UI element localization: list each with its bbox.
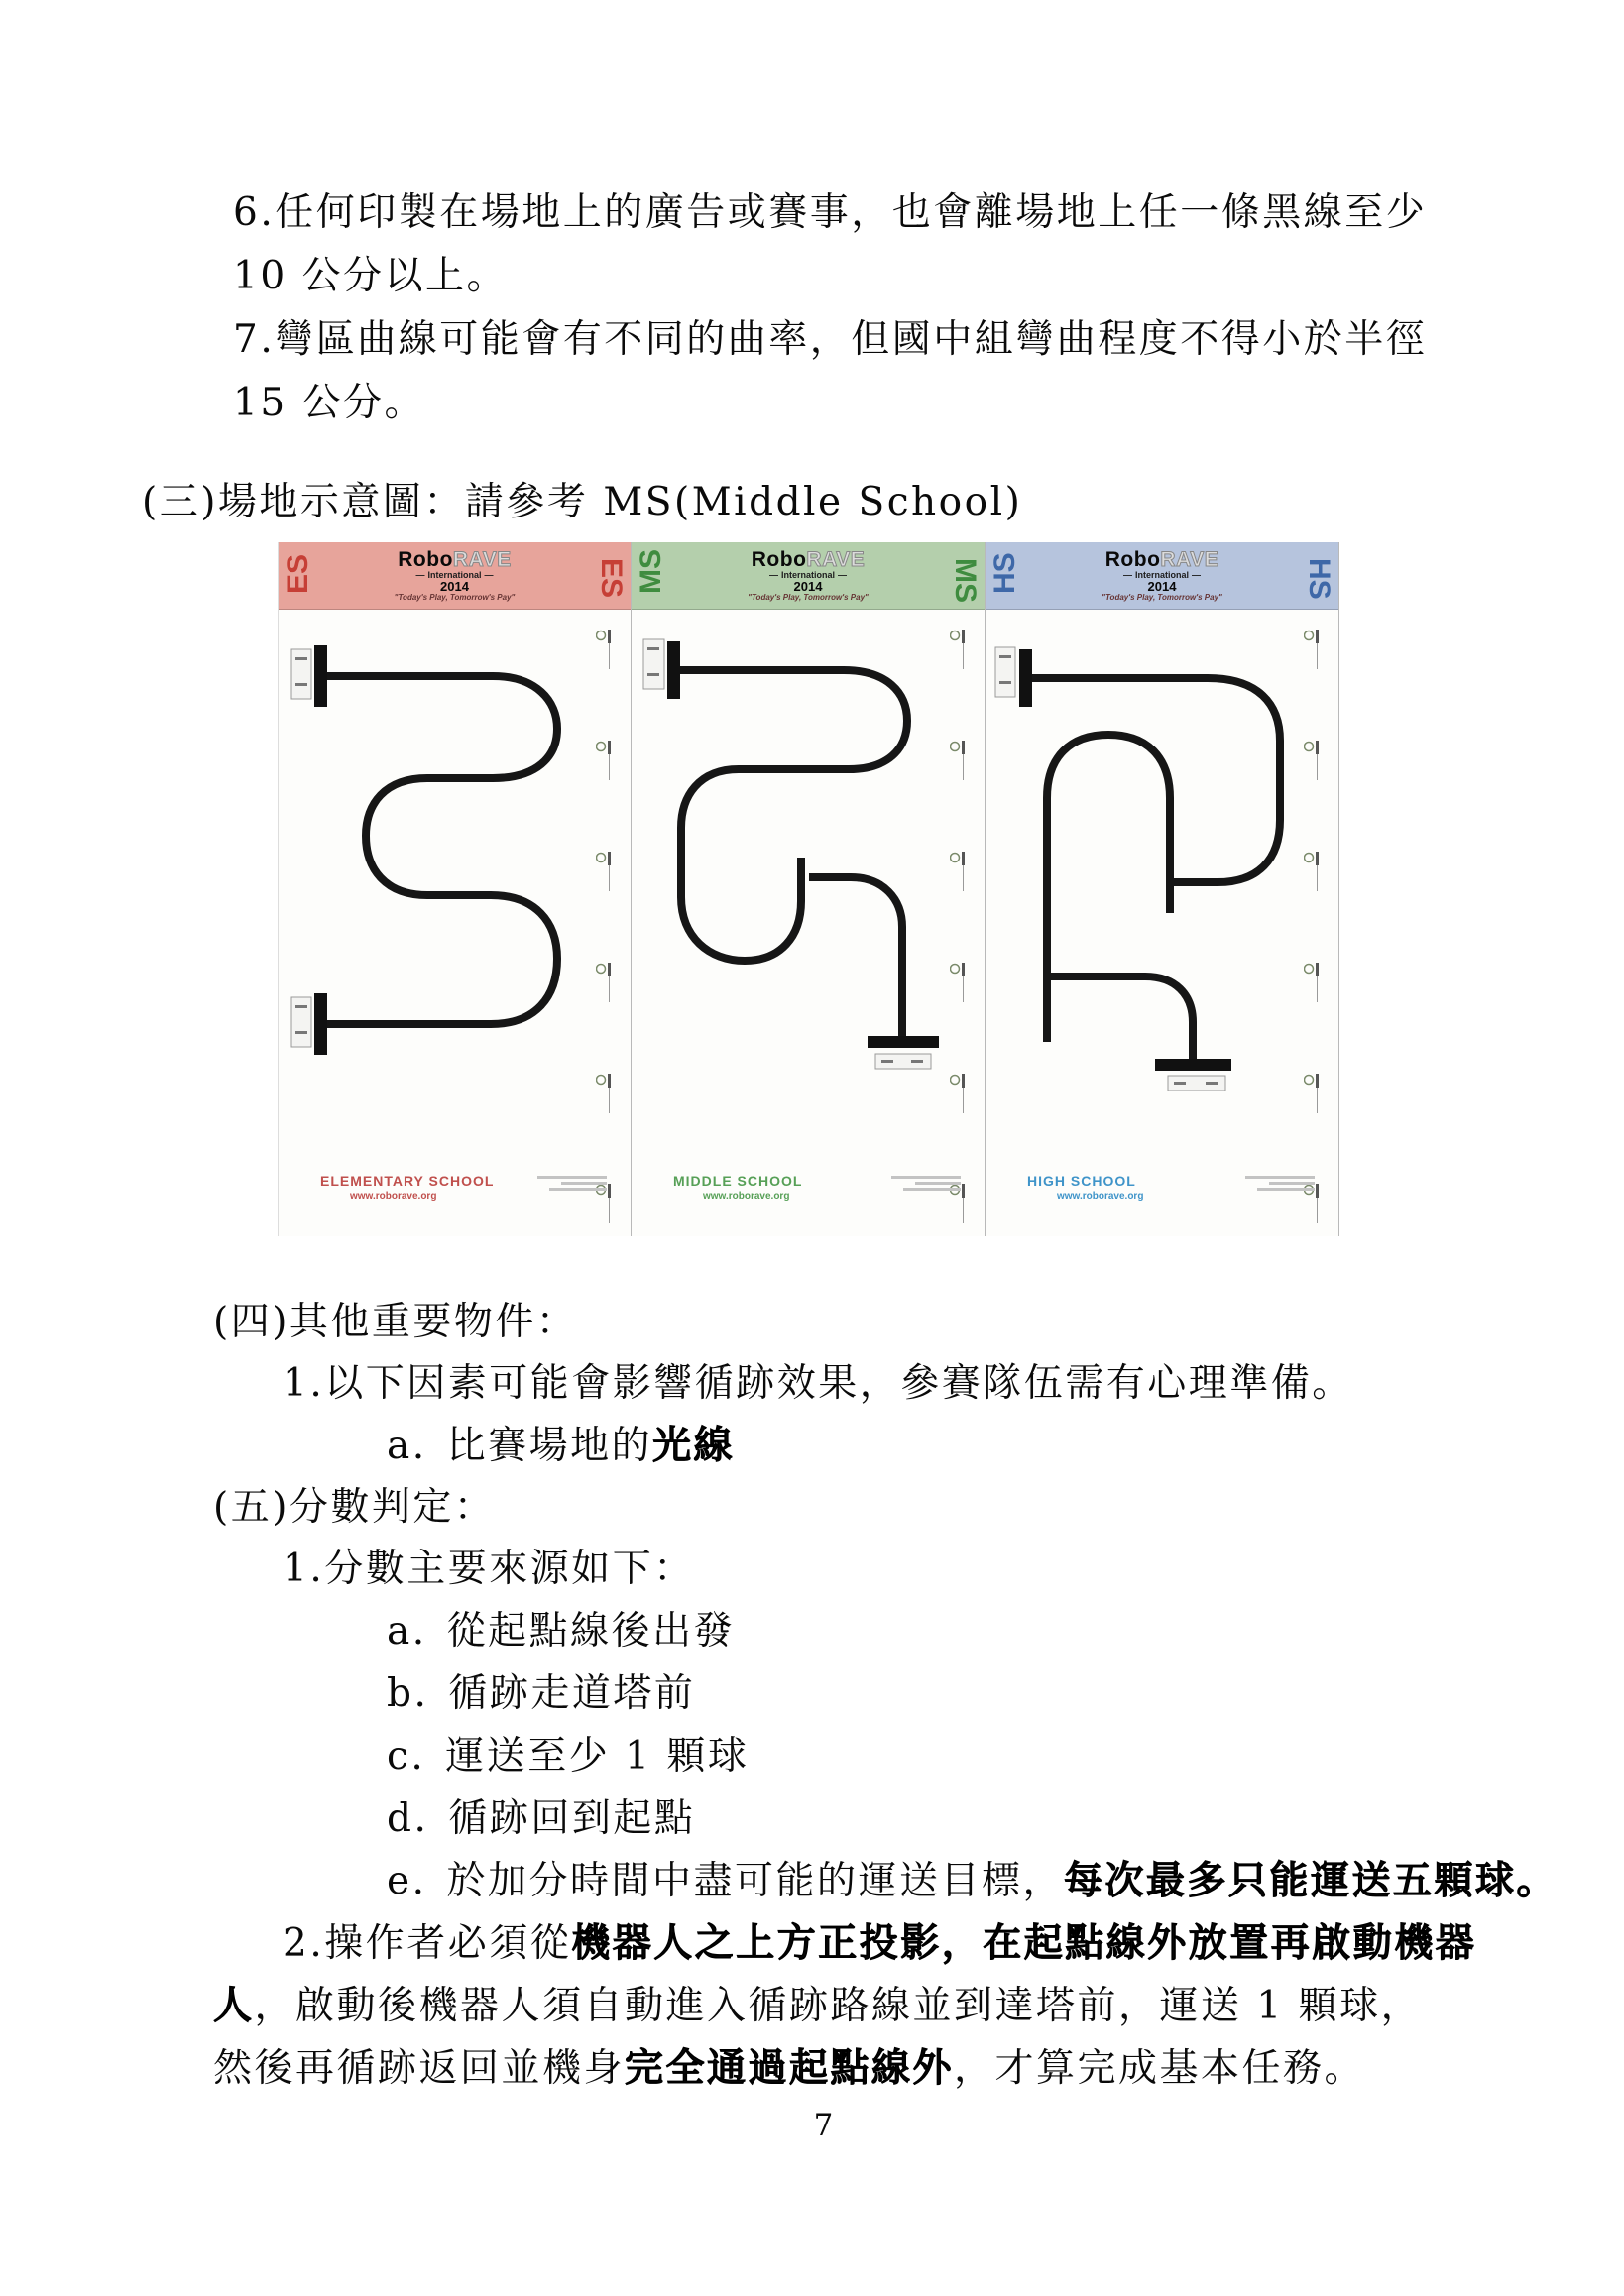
end-line-bar <box>1155 1059 1231 1071</box>
sub-marker: a. <box>387 1424 427 1468</box>
ms-side-label-right: MS <box>949 557 982 603</box>
track-path <box>1032 678 1280 882</box>
registration-mark-icon <box>596 1072 613 1115</box>
sub-text: 於加分時間中盡可能的運送目標， <box>446 1859 1064 1903</box>
roborave-logo <box>316 549 593 603</box>
hs-school-label: HIGH SCHOOL <box>1027 1173 1136 1189</box>
ms-footer <box>632 1157 985 1236</box>
registration-mark-icon <box>596 739 613 782</box>
track-path <box>1047 976 1193 1059</box>
hs-side-label-right: HS <box>1303 557 1335 600</box>
es-side-label-right: ES <box>595 557 628 598</box>
sub-text: 運送至少 1 顆球 <box>445 1734 750 1779</box>
logo-wordmark <box>1023 549 1301 571</box>
end-line-bar <box>314 993 327 1055</box>
hs-footer <box>986 1157 1338 1236</box>
sub-text: 循跡走道塔前 <box>448 1671 696 1716</box>
track-path <box>680 670 907 961</box>
label-tick <box>295 1005 307 1008</box>
item2-text: ，才算完成基本任務。 <box>954 2046 1366 2091</box>
scoring-sub-c <box>387 1725 1505 1787</box>
label-tick <box>647 673 659 676</box>
logo-rave: RAVE <box>1160 547 1219 571</box>
hs-school-url: www.roborave.org <box>1057 1191 1144 1202</box>
section-5-heading: (五)分數判定： <box>213 1485 496 1530</box>
rule-7-line-2: 15 公分。 <box>233 381 426 425</box>
registration-mark-icon <box>950 739 967 782</box>
fine-print <box>1243 1173 1315 1191</box>
registration-mark-icon <box>950 961 967 1004</box>
logo-tagline: "Today's Play, Tomorrow's Pay" <box>748 592 869 602</box>
logo-year: 2014 <box>1147 579 1177 595</box>
registration-mark-icon <box>1304 628 1321 671</box>
label-tick <box>1206 1082 1218 1085</box>
ms-banner <box>632 542 985 610</box>
logo-robo: Robo <box>751 547 807 571</box>
logo-rave: RAVE <box>452 547 512 571</box>
sub-marker: b. <box>387 1671 429 1716</box>
es-track-diagram <box>279 610 633 1157</box>
scoring-sub-a <box>387 1600 1505 1663</box>
ms-school-label: MIDDLE SCHOOL <box>673 1173 803 1189</box>
logo-wordmark <box>316 549 593 571</box>
sub-marker: c. <box>387 1734 426 1779</box>
logo-international: — International — <box>316 571 593 580</box>
logo-international: — International — <box>669 571 947 580</box>
start-line-bar <box>1019 649 1032 707</box>
scoring-sub-b <box>387 1663 1505 1725</box>
item2-text-bold: 機器人之上方正投影，在起點線外放置再啟動機器 <box>571 1920 1477 1966</box>
es-footer <box>279 1157 631 1236</box>
registration-mark-icon <box>596 628 613 671</box>
registration-mark-icon <box>1304 961 1321 1004</box>
section-3-heading: (三)場地示意圖：請參考 MS(Middle School) <box>142 480 1023 524</box>
page-number: 7 <box>813 2108 834 2143</box>
roborave-logo <box>1023 549 1301 603</box>
sub-text-bold: 每次最多只能運送五顆球。 <box>1064 1858 1559 1903</box>
section-4-item-1: 1.以下因素可能會影響循跡效果，參賽隊伍需有心理準備。 <box>283 1361 1353 1406</box>
course-diagram-figure <box>278 542 1339 1236</box>
item2-text: ，啟動後機器人須自動進入循跡路線並到達塔前，運送 1 顆球， <box>254 1984 1423 2028</box>
label-tick <box>647 647 659 650</box>
fine-print <box>889 1173 961 1191</box>
item2-text-bold: 人 <box>213 1983 255 2028</box>
ms-school-url: www.roborave.org <box>703 1191 790 1202</box>
end-line-bar <box>868 1036 939 1048</box>
rule-6-line-2: 10 公分以上。 <box>233 254 509 298</box>
label-tick <box>295 657 307 660</box>
sub-text-bold: 光線 <box>652 1423 736 1468</box>
registration-mark-icon <box>1304 739 1321 782</box>
section-4-sub-a <box>387 1415 1505 1477</box>
logo-robo: Robo <box>1104 547 1161 571</box>
registration-mark-icon <box>950 850 967 893</box>
ms-side-label-left: MS <box>635 548 667 594</box>
item2-text: 然後再循跡返回並機身 <box>213 2046 626 2091</box>
sub-text: 從起點線後出發 <box>446 1609 736 1654</box>
roborave-logo <box>669 549 947 603</box>
es-banner <box>279 542 631 610</box>
label-tick <box>999 681 1011 684</box>
section-5-item-2-line-2 <box>213 1975 1505 2037</box>
scoring-sub-e <box>387 1850 1559 1912</box>
label-tick <box>295 1031 307 1034</box>
item2-text-bold: 完全通過起點線外 <box>625 2045 955 2091</box>
es-side-label-left: ES <box>282 553 314 594</box>
logo-international: — International — <box>1023 571 1301 580</box>
label-tick <box>295 683 307 686</box>
section-5-item-1: 1.分數主要來源如下： <box>283 1547 695 1591</box>
panel-high-school <box>986 542 1339 1236</box>
label-tick <box>911 1060 923 1063</box>
scoring-sub-d <box>387 1787 1505 1850</box>
item2-text: 2.操作者必須從 <box>283 1921 572 1966</box>
sub-marker: a. <box>387 1609 427 1654</box>
registration-mark-icon <box>596 961 613 1004</box>
end-label-box <box>291 997 311 1047</box>
registration-mark-icon <box>596 850 613 893</box>
section-5-item-2-line-3 <box>213 2037 1505 2100</box>
label-tick <box>881 1060 893 1063</box>
fine-print <box>535 1173 607 1191</box>
logo-robo: Robo <box>398 547 453 571</box>
es-school-label: ELEMENTARY SCHOOL <box>320 1173 495 1189</box>
section-5-item-2-line-1 <box>283 1912 1505 1975</box>
label-tick <box>999 655 1011 658</box>
registration-mark-icon <box>1304 850 1321 893</box>
hs-track-diagram <box>986 610 1339 1157</box>
section-4-heading: (四)其他重要物件： <box>213 1300 578 1344</box>
logo-tagline: "Today's Play, Tomorrow's Pay" <box>394 592 516 602</box>
sub-text: 比賽場地的 <box>446 1424 653 1468</box>
rule-6-line-1: 6.任何印製在場地上的廣告或賽事，也會離場地上任一條黑線至少 <box>233 190 1428 235</box>
hs-banner <box>986 542 1338 610</box>
track-path <box>327 676 557 1024</box>
logo-wordmark <box>669 549 947 571</box>
rule-7-line-1: 7.彎區曲線可能會有不同的曲率，但國中組彎曲程度不得小於半徑 <box>233 317 1428 362</box>
es-school-url: www.roborave.org <box>350 1191 437 1202</box>
sub-marker: e. <box>387 1859 427 1903</box>
start-label-box <box>643 639 664 689</box>
registration-mark-icon <box>1304 1072 1321 1115</box>
start-label-box <box>291 649 311 699</box>
registration-mark-icon <box>950 628 967 671</box>
ms-track-diagram <box>632 610 986 1157</box>
start-line-bar <box>314 645 327 707</box>
hs-side-label-left: HS <box>988 551 1021 594</box>
registration-mark-icon <box>950 1072 967 1115</box>
panel-middle-school <box>632 542 986 1236</box>
logo-tagline: "Today's Play, Tomorrow's Pay" <box>1102 592 1222 602</box>
track-path <box>1047 735 1170 1042</box>
logo-year: 2014 <box>793 579 823 595</box>
track-path <box>809 877 902 1036</box>
label-tick <box>1174 1082 1186 1085</box>
sub-marker: d. <box>387 1796 429 1841</box>
logo-year: 2014 <box>440 579 469 595</box>
panel-elementary-school <box>278 542 632 1236</box>
sub-text: 循跡回到起點 <box>448 1796 696 1841</box>
start-label-box <box>995 647 1015 697</box>
start-line-bar <box>667 641 680 699</box>
logo-rave: RAVE <box>806 547 866 571</box>
